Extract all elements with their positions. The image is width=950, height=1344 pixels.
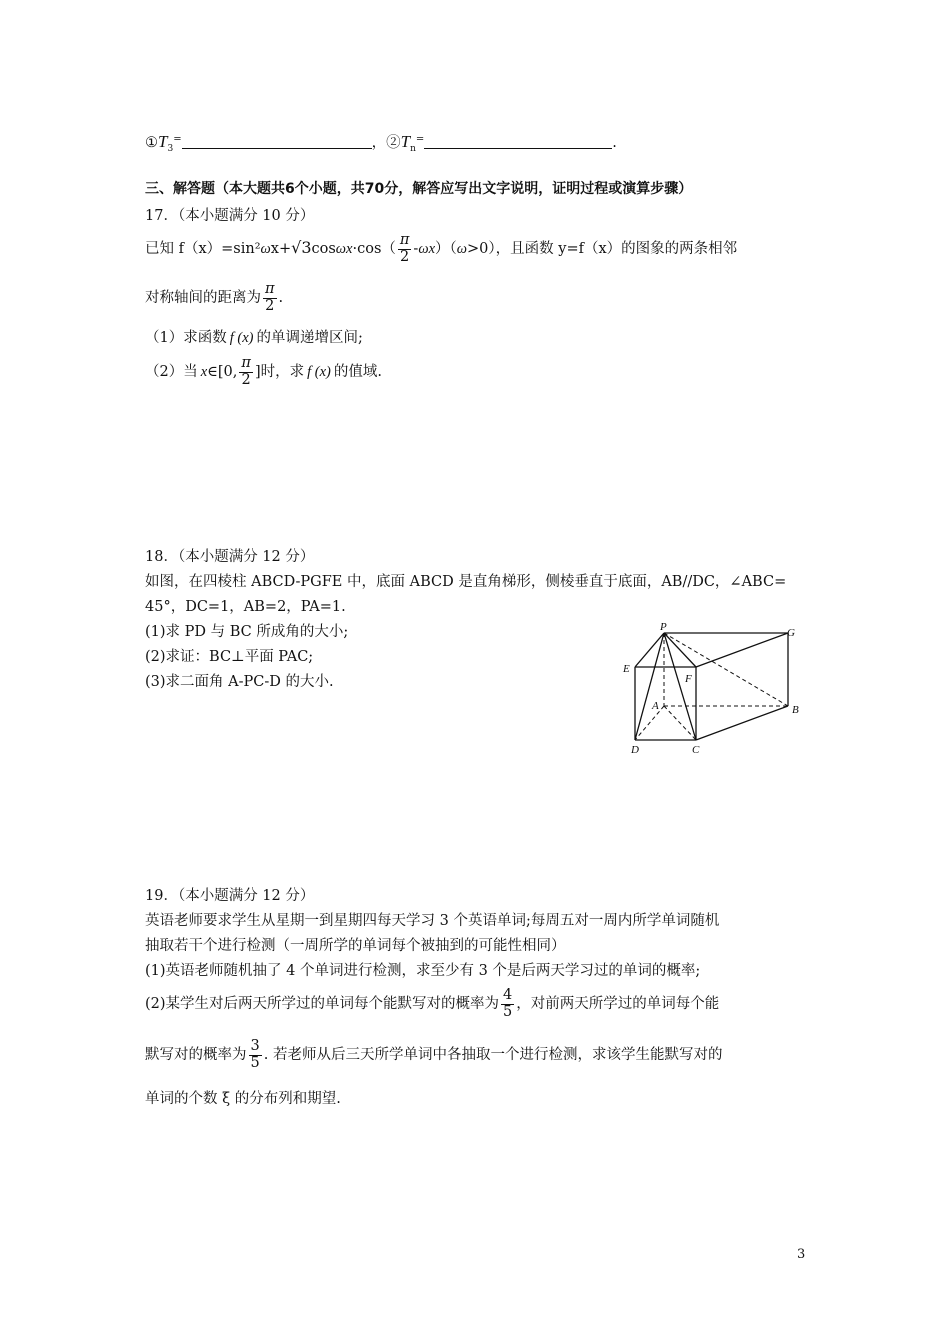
label-b: B xyxy=(792,704,799,716)
label-g: G xyxy=(787,627,795,639)
q18-title: 18．（本小题满分 12 分） xyxy=(145,549,315,565)
tn-symbol: T xyxy=(400,132,411,151)
q18-part3: (3)求二面角 A-PC-D 的大小. xyxy=(145,674,334,690)
q17-line2 xyxy=(145,280,283,316)
pi-over-2 xyxy=(398,233,412,264)
circled-one: ① xyxy=(145,135,158,151)
section-heading: 三、解答题（本大题共6个小题，共70分，解答应写出文字说明，证明过程或演算步骤） xyxy=(145,181,693,197)
q17-title: 17．（本小题满分 10 分） xyxy=(145,208,315,224)
circled-two: ② xyxy=(386,135,401,151)
q17-part1 xyxy=(145,326,363,347)
q19-text: (2)某学生对后两天所学过的单词每个能默写对的概率为 xyxy=(145,996,500,1012)
q19-line1: 英语老师要求学生从星期一到星期四每天学习 3 个英语单词;每周五对一周内所学单词随机 xyxy=(145,913,720,929)
q17-text: x+ xyxy=(270,241,292,257)
frac-num: 3 xyxy=(250,1038,260,1055)
q17-text: . xyxy=(278,290,284,306)
fill-end: . xyxy=(612,135,617,151)
answer-blank-2[interactable] xyxy=(424,136,612,149)
q19-text: . 若老师从后三天所学单词中各抽取一个进行检测，求该学生能默写对的 xyxy=(263,1047,723,1063)
edge-cb xyxy=(696,706,788,740)
label-a: A xyxy=(652,700,659,712)
q17-text: ·cos（ xyxy=(352,241,396,257)
frac-den: 5 xyxy=(503,1003,513,1020)
three-fifths xyxy=(249,1039,262,1070)
q19-text: 默写对的概率为 xyxy=(145,1047,247,1063)
edge-fg xyxy=(696,633,788,667)
label-f: F xyxy=(685,673,692,685)
frac-num: π xyxy=(241,355,251,372)
label-p: P xyxy=(660,621,667,633)
label-d: D xyxy=(631,744,639,756)
frac-num: 4 xyxy=(503,987,513,1004)
pi-over-2 xyxy=(263,282,277,313)
t3-subscript: 3 xyxy=(167,144,174,154)
omega-symbol: ω xyxy=(260,241,271,257)
prism-figure xyxy=(615,620,815,760)
label-c: C xyxy=(692,744,700,756)
q17-text: 的单调递增区间; xyxy=(256,330,363,346)
sqrt3: √3 xyxy=(291,238,312,257)
q19-part1: (1)英语老师随机抽了 4 个单词进行检测，求至少有 3 个是后两天学习过的单词的概率; xyxy=(145,963,701,979)
q17-text: >0），且函数 y=f（x）的图象的两条相邻 xyxy=(467,241,738,257)
var-x: x xyxy=(200,364,208,380)
q18-line1: 如图，在四棱柱 ABCD-PGFE 中，底面 ABCD 是直角梯形，侧棱垂直于底面，AB//DC，∠ABC= xyxy=(145,574,787,590)
q18-part1: (1)求 PD 与 BC 所成角的大小; xyxy=(145,624,349,640)
q17-text: ]时，求 xyxy=(254,364,305,380)
omega-symbol: ω xyxy=(456,241,468,257)
four-fifths xyxy=(501,988,514,1019)
q17-part2 xyxy=(145,354,382,390)
q17-line1 xyxy=(145,230,737,267)
q19-part2-cont xyxy=(145,1036,722,1074)
omega-x: ωx xyxy=(418,241,436,257)
pi-over-2 xyxy=(239,356,253,387)
t3-equals: = xyxy=(173,134,182,145)
q19-line2: 抽取若干个进行检测（一周所学的单词每个被抽到的可能性相同） xyxy=(145,938,566,954)
tn-equals: = xyxy=(415,134,425,145)
q17-text: - xyxy=(413,241,419,257)
q17-text: cos xyxy=(311,241,336,257)
function-fx: f (x) xyxy=(229,330,254,346)
fill-in-line xyxy=(145,131,617,154)
frac-den: 2 xyxy=(241,371,251,388)
q17-text: 对称轴间的距离为 xyxy=(145,290,261,306)
q17-text: 的值域. xyxy=(333,364,382,380)
function-fx: f (x) xyxy=(307,364,331,380)
q18-line2: 45°，DC=1，AB=2，PA=1. xyxy=(145,599,346,615)
frac-den: 2 xyxy=(265,297,275,314)
t3-symbol: T xyxy=(158,132,168,151)
q17-text: ∈[0, xyxy=(207,364,238,380)
separator: ， xyxy=(371,135,387,151)
q19-text: ，对前两天所学过的单词每个能 xyxy=(516,996,720,1012)
q19-part2-end: 单词的个数 ξ 的分布列和期望. xyxy=(145,1091,341,1107)
frac-num: π xyxy=(265,281,275,298)
label-e: E xyxy=(623,663,630,675)
q19-title: 19．（本小题满分 12 分） xyxy=(145,888,315,904)
q17-text: （1）求函数 xyxy=(145,330,227,346)
q17-text: ）（ xyxy=(435,241,457,257)
frac-num: π xyxy=(399,232,410,249)
tn-subscript: n xyxy=(410,144,416,154)
omega-x: ωx xyxy=(335,241,353,257)
q17-text: （2）当 xyxy=(145,364,198,380)
frac-den: 2 xyxy=(400,248,410,265)
page-number: 3 xyxy=(797,1247,806,1262)
q18-part2: (2)求证：BC⊥平面 PAC; xyxy=(145,649,314,665)
q17-text: 已知 f（x）=sin² xyxy=(145,241,261,257)
frac-den: 5 xyxy=(250,1054,260,1071)
q19-part2 xyxy=(145,985,719,1023)
answer-blank-1[interactable] xyxy=(182,136,372,149)
